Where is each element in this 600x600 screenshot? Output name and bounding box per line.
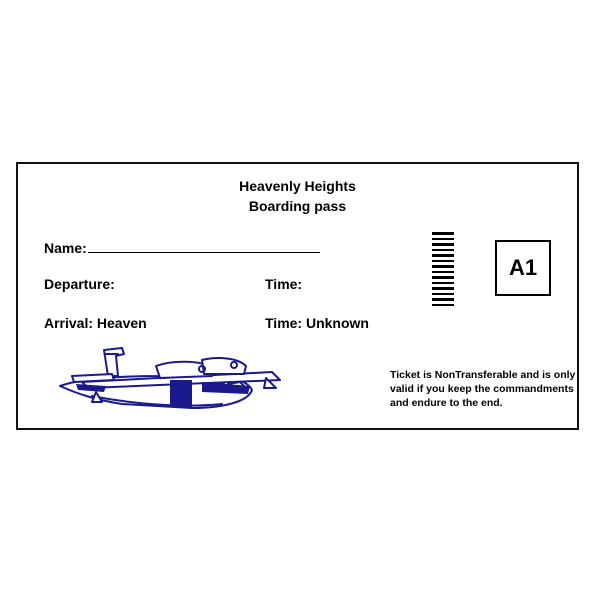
ticket-header: [18, 176, 577, 216]
name-blank-line: [88, 238, 320, 253]
ticket-notice: Ticket is NonTransferable and is only valid if you keep the commandments and endure to the end.: [390, 369, 576, 409]
departure-time-label: Time:: [265, 276, 303, 292]
ticket-title: Heavenly Heights: [239, 178, 356, 194]
seaplane-icon: [52, 346, 284, 416]
seat-number: A1: [508, 255, 538, 280]
departure-label: Departure:: [44, 276, 115, 292]
barcode-icon: [432, 232, 454, 306]
seat-box: [495, 240, 551, 296]
name-label: Name:: [44, 240, 87, 256]
arrival-label: Arrival: Heaven: [44, 315, 147, 331]
boarding-pass: [16, 162, 579, 430]
ticket-subtitle: Boarding pass: [248, 198, 347, 214]
arrival-time-label: Time: Unknown: [265, 315, 369, 331]
name-field: [44, 238, 320, 256]
